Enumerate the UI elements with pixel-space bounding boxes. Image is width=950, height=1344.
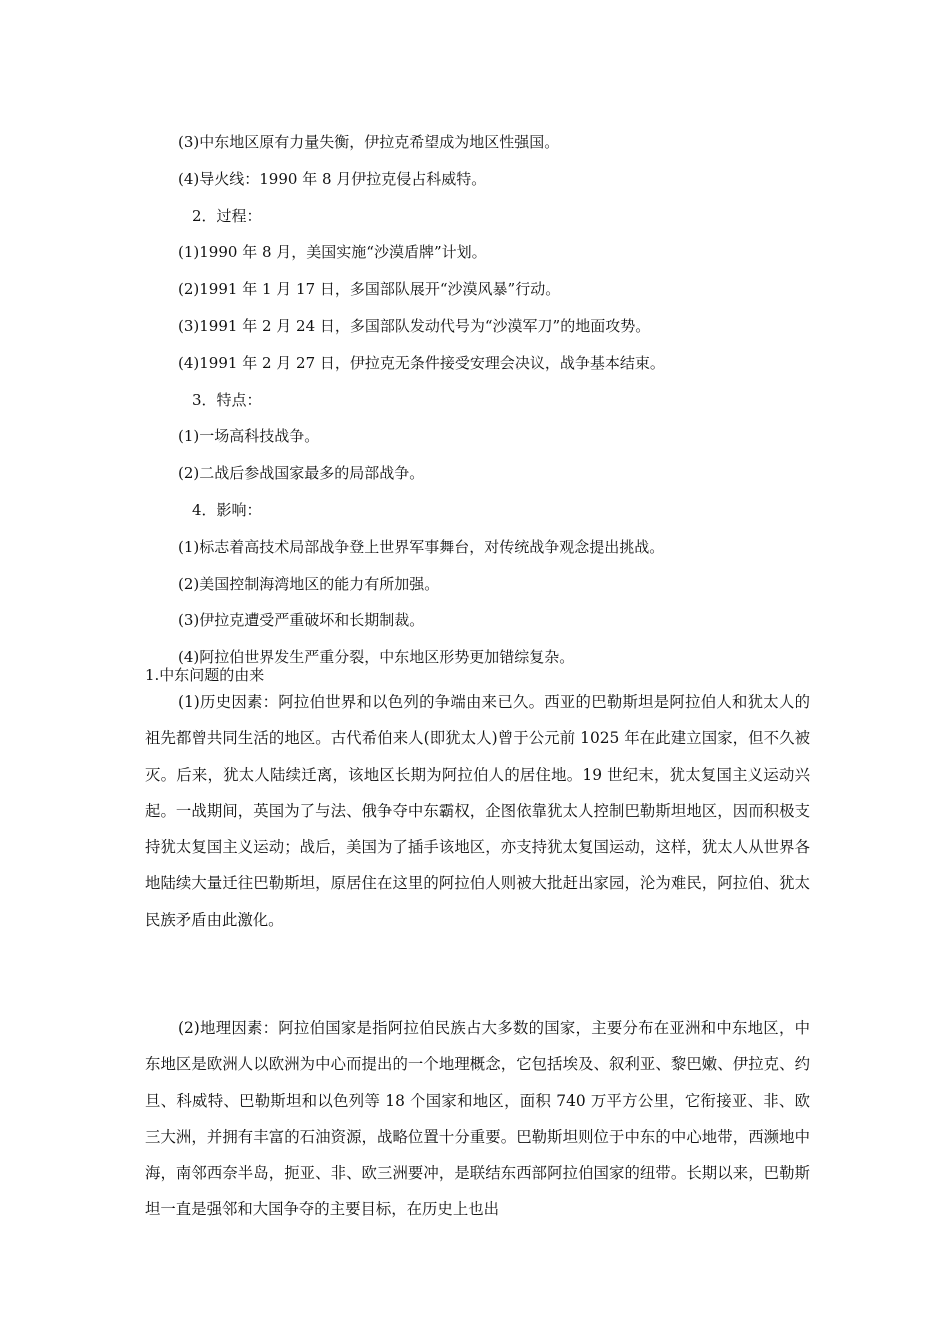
impact-item-2: (2)美国控制海湾地区的能力有所加强。: [178, 574, 440, 593]
feature-item-1: (1)一场高科技战争。: [178, 427, 320, 446]
process-heading: 2．过程：: [192, 206, 262, 225]
features-heading: 3．特点：: [192, 390, 262, 409]
process-item-1: (1)1990 年 8 月，美国实施“沙漠盾牌”计划。: [178, 243, 487, 262]
process-item-2: (2)1991 年 1 月 17 日，多国部队展开“沙漠风暴”行动。: [178, 280, 561, 299]
impact-item-1: (1)标志着高技术局部战争登上世界军事舞台，对传统战争观念提出挑战。: [178, 537, 665, 556]
history-paragraph: (1)历史因素：阿拉伯世界和以色列的争端由来已久。西亚的巴勒斯坦是阿拉伯人和犹太人的祖先都曾共同生活的地区。古代希伯来人(即犹太人)曾于公元前 1025 年在此建立国家，但不久被灭。后来，犹太人陆续迁离，该地区长期为阿拉伯人的居住地。19 世纪末，犹太复国主义运动兴起。一战期间，英国为了与法、俄争夺中东霸权，企图依靠犹太人控制巴勒斯坦地区，因而积极支持犹太复国主义运动；战后，美国为了插手该地区，亦支持犹太复国运动，这样，犹太人从世界各地陆续大量迁往巴勒斯坦，原居住在这里的阿拉伯人则被大批赶出家园，沦为难民，阿拉伯、犹太民族矛盾由此激化。: [145, 693, 810, 929]
feature-item-2: (2)二战后参战国家最多的局部战争。: [178, 464, 425, 483]
cause-item-4: (4)导火线：1990 年 8 月伊拉克侵占科威特。: [178, 169, 487, 188]
process-item-3: (3)1991 年 2 月 24 日，多国部队发动代号为“沙漠军刀”的地面攻势。: [178, 316, 651, 335]
geography-paragraph: (2)地理因素：阿拉伯国家是指阿拉伯民族占大多数的国家，主要分布在亚洲和中东地区，中东地区是欧洲人以欧洲为中心而提出的一个地理概念，它包括埃及、叙利亚、黎巴嫩、伊拉克、约旦、科威特、巴勒斯坦和以色列等 18 个国家和地区，面积 740 万平方公里，它衔接亚、非、欧三大洲，并拥有丰富的石油资源，战略位置十分重要。巴勒斯坦则位于中东的中心地带，西濒地中海，南邻西奈半岛，扼亚、非、欧三洲要冲，是联结东西部阿拉伯国家的纽带。长期以来，巴勒斯坦一直是强邻和大国争夺的主要目标，在历史上也出: [145, 1019, 810, 1219]
cause-item-3: (3)中东地区原有力量失衡，伊拉克希望成为地区性强国。: [178, 133, 560, 151]
gulf-war-outline: [178, 124, 858, 676]
process-item-4: (4)1991 年 2 月 27 日，伊拉克无条件接受安理会决议，战争基本结束。: [178, 353, 665, 372]
impact-heading: 4．影响：: [192, 500, 262, 519]
impact-item-4: (4)阿拉伯世界发生严重分裂，中东地区形势更加错综复杂。: [178, 648, 575, 667]
section-title: 1.中东问题的由来: [145, 666, 265, 684]
impact-item-3: (3)伊拉克遭受严重破坏和长期制裁。: [178, 611, 425, 630]
